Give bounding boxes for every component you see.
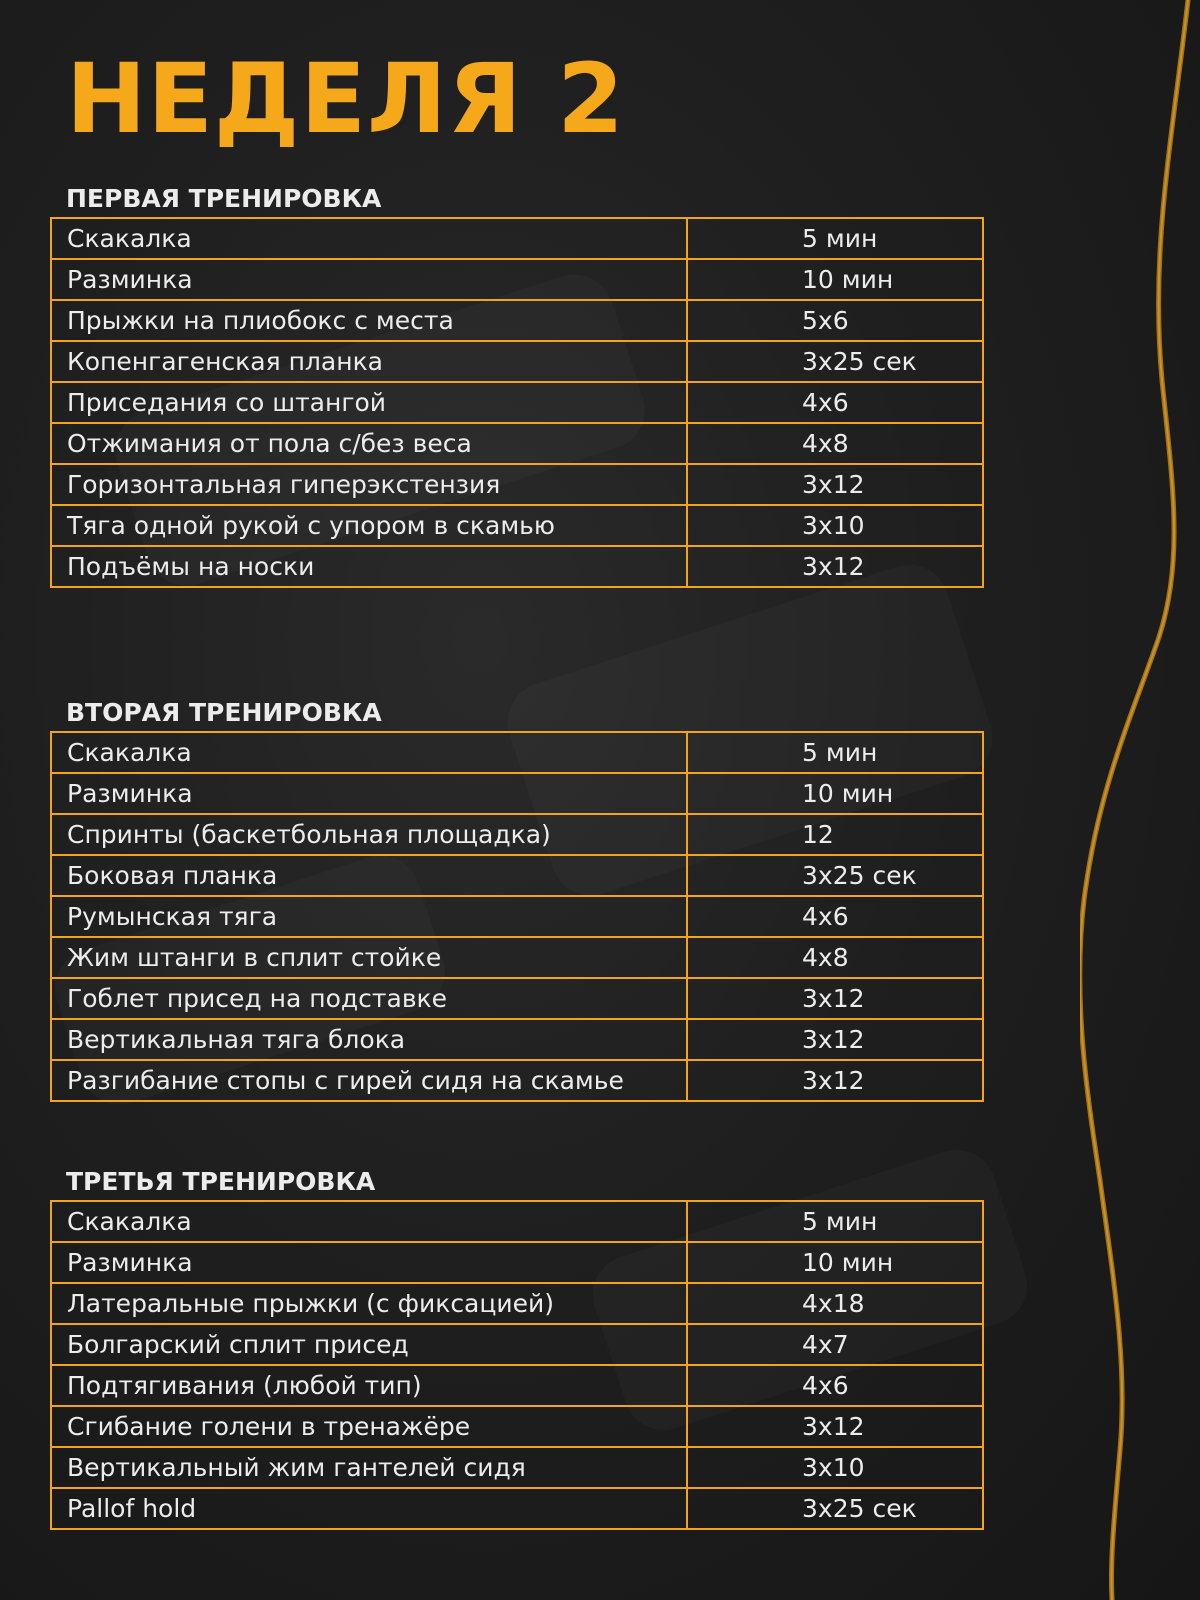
section-title: ТРЕТЬЯ ТРЕНИРОВКА <box>66 1167 376 1196</box>
exercise-name: Разгибание стопы с гирей сидя на скамье <box>51 1060 687 1101</box>
exercise-name: Подтягивания (любой тип) <box>51 1365 687 1406</box>
exercise-name: Скакалка <box>67 738 192 767</box>
section-title: ПЕРВАЯ ТРЕНИРОВКА <box>66 184 382 213</box>
table-row <box>51 1060 983 1101</box>
workout-section-second <box>50 695 982 1102</box>
table-row <box>51 732 983 773</box>
exercise-volume: 3х12 <box>687 464 983 505</box>
exercise-name: Болгарский сплит присед <box>51 1324 687 1365</box>
exercise-volume: 3х25 сек <box>687 1488 983 1529</box>
table-row <box>51 505 983 546</box>
exercise-name: Горизонтальная гиперэкстензия <box>51 464 687 505</box>
exercise-volume: 5 мин <box>687 732 983 773</box>
exercise-volume: 5 мин <box>687 218 983 259</box>
exercise-volume: 4х6 <box>687 1365 983 1406</box>
workout-table <box>50 1200 984 1530</box>
section-title: ВТОРАЯ ТРЕНИРОВКА <box>66 698 382 727</box>
exercise-volume: 3х10 <box>687 1447 983 1488</box>
table-row <box>51 464 983 505</box>
table-row <box>51 1447 983 1488</box>
exercise-volume: 10 мин <box>687 1242 983 1283</box>
table-row <box>51 423 983 464</box>
exercise-volume: 3х12 <box>687 1019 983 1060</box>
table-row <box>51 896 983 937</box>
exercise-name: Латеральные прыжки (с фиксацией) <box>51 1283 687 1324</box>
exercise-volume: 3х25 сек <box>687 855 983 896</box>
exercise-name: Скакалка <box>67 224 192 253</box>
exercise-name: Тяга одной рукой с упором в скамью <box>51 505 687 546</box>
exercise-volume: 10 мин <box>687 259 983 300</box>
table-row <box>51 978 983 1019</box>
exercise-name: Pallof hold <box>51 1488 687 1529</box>
exercise-volume: 3х12 <box>687 978 983 1019</box>
exercise-volume: 4х7 <box>687 1324 983 1365</box>
exercise-name: Жим штанги в сплит стойке <box>51 937 687 978</box>
exercise-volume: 4х18 <box>687 1283 983 1324</box>
exercise-volume: 5х6 <box>687 300 983 341</box>
exercise-volume: 4х6 <box>687 896 983 937</box>
exercise-volume: 10 мин <box>687 773 983 814</box>
exercise-volume: 3х12 <box>687 1060 983 1101</box>
exercise-name: Прыжки на плиобокс с места <box>51 300 687 341</box>
table-row <box>51 300 983 341</box>
table-row <box>51 1488 983 1529</box>
table-row <box>51 218 983 259</box>
exercise-volume: 3х12 <box>687 1406 983 1447</box>
exercise-name: Разминка <box>51 773 687 814</box>
table-row <box>51 773 983 814</box>
table-row <box>51 937 983 978</box>
table-row <box>51 1324 983 1365</box>
exercise-name: Скакалка <box>67 1207 192 1236</box>
exercise-volume: 4х6 <box>687 382 983 423</box>
exercise-name: Приседания со штангой <box>51 382 687 423</box>
table-row <box>51 1019 983 1060</box>
exercise-volume: 5 мин <box>687 1201 983 1242</box>
table-row <box>51 1365 983 1406</box>
exercise-name: Румынская тяга <box>51 896 687 937</box>
exercise-volume: 12 <box>687 814 983 855</box>
table-row <box>51 1242 983 1283</box>
exercise-volume: 3х25 сек <box>687 341 983 382</box>
table-row <box>51 855 983 896</box>
table-row <box>51 259 983 300</box>
exercise-volume: 4х8 <box>687 937 983 978</box>
table-row <box>51 814 983 855</box>
table-row <box>51 1283 983 1324</box>
exercise-name: Разминка <box>51 259 687 300</box>
exercise-volume: 3х12 <box>687 546 983 587</box>
exercise-name: Гоблет присед на подставке <box>51 978 687 1019</box>
table-row <box>51 341 983 382</box>
exercise-name: Разминка <box>51 1242 687 1283</box>
decorative-wave-line <box>1080 0 1200 1600</box>
page-title: НЕДЕЛЯ 2 <box>66 43 625 155</box>
workout-table <box>50 217 984 588</box>
workout-table <box>50 731 984 1102</box>
table-row <box>51 1201 983 1242</box>
table-row <box>51 1406 983 1447</box>
exercise-name: Вертикальный жим гантелей сидя <box>51 1447 687 1488</box>
exercise-name: Отжимания от пола с/без веса <box>51 423 687 464</box>
table-row <box>51 546 983 587</box>
workout-section-third <box>50 1164 982 1530</box>
exercise-name: Боковая планка <box>51 855 687 896</box>
exercise-name: Сгибание голени в тренажёре <box>51 1406 687 1447</box>
exercise-name: Вертикальная тяга блока <box>51 1019 687 1060</box>
exercise-name: Копенгагенская планка <box>51 341 687 382</box>
table-row <box>51 382 983 423</box>
exercise-volume: 4х8 <box>687 423 983 464</box>
exercise-name: Спринты (баскетбольная площадка) <box>51 814 687 855</box>
exercise-volume: 3х10 <box>687 505 983 546</box>
exercise-name: Подъёмы на носки <box>51 546 687 587</box>
workout-section-first <box>50 181 982 588</box>
